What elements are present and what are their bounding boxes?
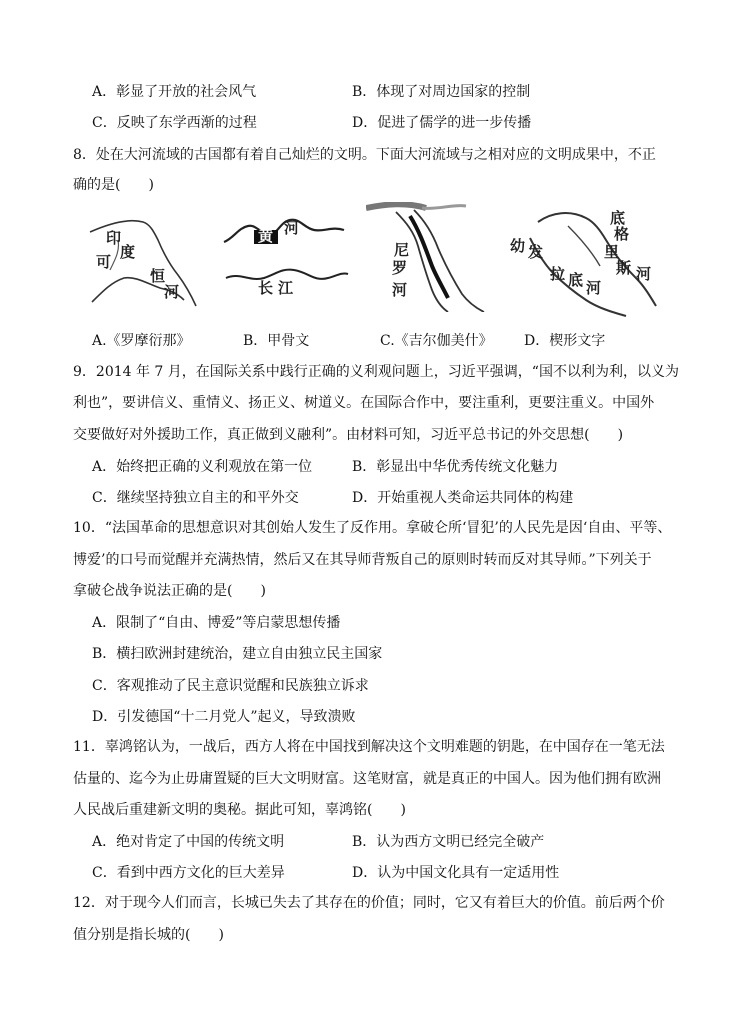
q11-option-b: B．认为西方文明已经完全破产 (352, 834, 545, 850)
map-label-heng: 恒 (150, 267, 166, 285)
q11-option-c: C．看到中西方文化的巨大差异 (92, 865, 285, 881)
map-nile (366, 202, 496, 312)
q10-stem-line1: 10．“法国革命的思想意识对其创始人发生了反作用。拿破仑所‘冒犯’的人民先是因‘自由、平等、 (73, 520, 672, 536)
map-tigris-euphrates (508, 208, 658, 318)
q8-option-d: D．楔形文字 (524, 333, 606, 349)
q8-stem-line1: 8．处在大河流域的古国都有着自己灿烂的文明。下面大河流域与之相对应的文明成果中，不正 (73, 147, 656, 163)
map-label-luo: 罗 (392, 259, 408, 277)
q11-stem-line1: 11．辜鸿铭认为，一战后，西方人将在中国找到解决这个文明难题的钥匙，在中国存在一笔无法 (73, 739, 665, 755)
map-tigris-euphrates-drawing (508, 208, 658, 318)
map-label-he: 河 (164, 283, 180, 301)
q8-option-a: A.《罗摩衍那》 (92, 333, 191, 349)
map-label-yin: 印 (106, 229, 122, 247)
map-label-li: 里 (604, 243, 620, 261)
map-ganges (88, 210, 198, 310)
map-label-jiang: 江 (278, 279, 294, 297)
q12-stem-line2: 值分别是指长城的( ) (73, 927, 224, 943)
map-label-he5: 河 (586, 279, 602, 297)
q10-option-d: D．引发德国“十二月党人”起义，导致溃败 (92, 709, 356, 725)
map-nile-drawing (366, 202, 496, 312)
map-label-di2: 底 (568, 271, 584, 289)
map-label-he2: 河 (284, 219, 300, 237)
map-label-ge: 格 (614, 225, 630, 243)
q12-stem-line1: 12．对于现今人们而言，长城已失去了其存在的价值；同时，它又有着巨大的价值。前后两个价 (73, 895, 665, 911)
map-label-du: 度 (120, 243, 136, 261)
map-label-ke: 可 (96, 253, 112, 271)
q11-stem-line2: 估量的、迄今为止毋庸置疑的巨大文明财富。这笔财富，就是真正的中国人。因为他们拥有欧洲 (73, 771, 661, 787)
map-label-si: 斯 (616, 259, 632, 277)
q9-stem-line1: 9．2014 年 7 月，在国际关系中践行正确的义利观问题上，习近平强调，“国不以利为利，以义为 (73, 364, 679, 380)
q9-option-b: B．彰显出中华优秀传统文化魅力 (352, 459, 559, 475)
map-label-he4: 河 (636, 265, 652, 283)
q7-option-c: C．反映了东学西渐的过程 (92, 115, 257, 131)
q8-option-c: C.《吉尔伽美什》 (380, 333, 493, 349)
q7-option-b: B．体现了对周边国家的控制 (352, 84, 531, 100)
map-label-huang: 黄 (258, 227, 274, 245)
map-label-you: 幼 (510, 237, 526, 255)
map-label-ni: 尼 (394, 241, 410, 259)
q10-option-a: A．限制了“自由、博爱”等启蒙思想传播 (92, 615, 341, 631)
q8-option-b: B．甲骨文 (243, 333, 310, 349)
q9-option-a: A．始终把正确的义利观放在第一位 (92, 459, 313, 475)
q11-option-a: A．绝对肯定了中国的传统文明 (92, 834, 285, 850)
q7-option-a: A．彰显了开放的社会风气 (92, 84, 257, 100)
q10-stem-line3: 拿破仑战争说法正确的是( ) (73, 583, 266, 599)
map-label-chang: 长 (258, 279, 274, 297)
river-maps (0, 198, 737, 318)
map-label-he3: 河 (392, 281, 408, 299)
q10-option-b: B．横扫欧洲封建统治，建立自由独立民主国家 (92, 646, 383, 662)
q8-stem-line2: 确的是( ) (73, 177, 154, 193)
map-label-di: 底 (610, 209, 626, 227)
q10-stem-line2: 博爱’的口号而觉醒并充满热情，然后又在其导师背叛自己的原则时转而反对其导师。”下列关于 (73, 552, 652, 568)
q9-option-d: D．开始重视人类命运共同体的构建 (352, 490, 574, 506)
map-yellow-yangtze (220, 212, 350, 302)
q11-option-d: D．认为中国文化具有一定适用性 (352, 865, 560, 881)
q7-option-d: D．促进了儒学的进一步传播 (352, 115, 532, 131)
q9-stem-line3: 交要做好对外援助工作，真正做到义融利”。由材料可知，习近平总书记的外交思想( ) (73, 427, 624, 443)
q11-stem-line3: 人民战后重建新文明的奥秘。据此可知，辜鸿铭( ) (73, 802, 406, 818)
q9-stem-line2: 利也”，要讲信义、重情义、扬正义、树道义。在国际合作中，要注重利，更要注重义。中国外 (73, 395, 655, 411)
q10-option-c: C．客观推动了民主意识觉醒和民族独立诉求 (92, 678, 369, 694)
map-label-la: 拉 (550, 265, 566, 283)
q9-option-c: C．继续坚持独立自主的和平外交 (92, 490, 299, 506)
map-label-fa: 发 (528, 243, 544, 261)
